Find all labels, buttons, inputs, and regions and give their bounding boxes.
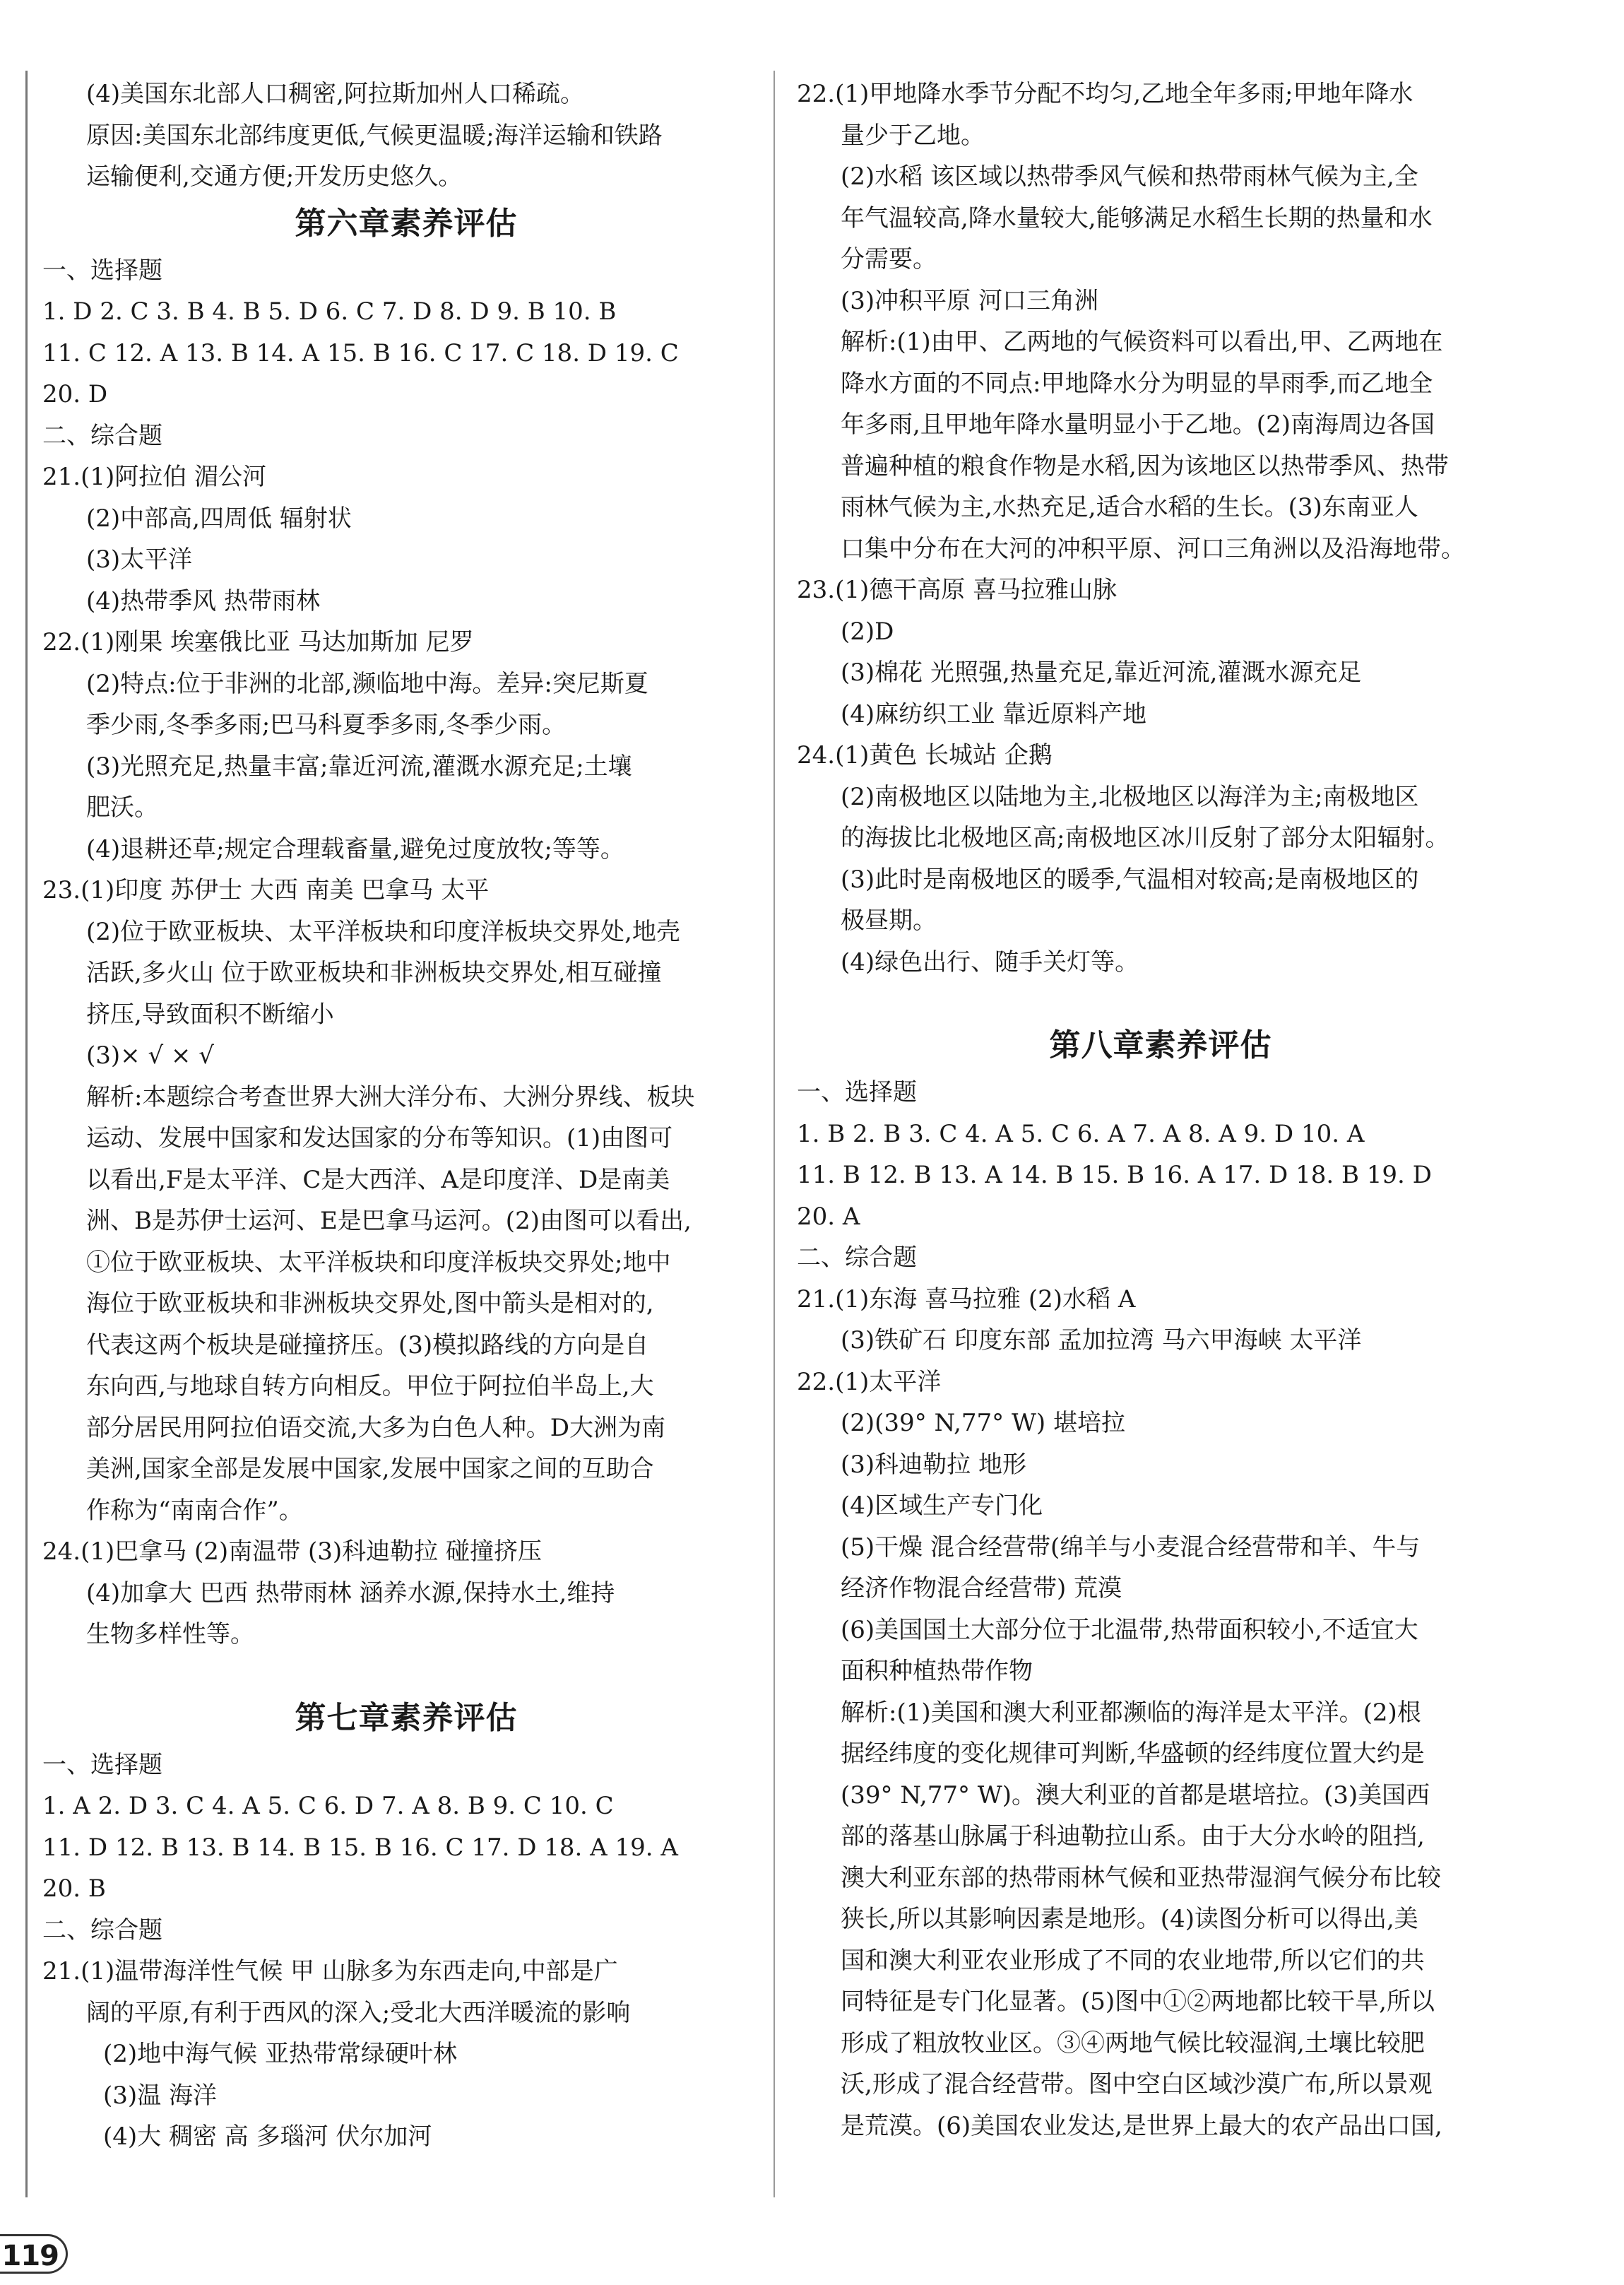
- text-line: (4)热带季风 热带雨林: [86, 586, 320, 615]
- answer-row: 11. D 12. B 13. B 14. B 15. B 16. C 17. D 18. A 19. A: [42, 1833, 678, 1862]
- question-24: 24.(1)黄色 长城站 企鹅: [797, 741, 1053, 769]
- text-line: (4)大 稠密 高 多瑙河 伏尔加河: [103, 2122, 432, 2151]
- section-label: 二、综合题: [42, 421, 162, 450]
- text-line: (2)水稻 该区域以热带季风气候和热带雨林气候为主,全: [841, 163, 1418, 191]
- answer-row: 20. A: [797, 1202, 860, 1231]
- text-line: 极昼期。: [841, 907, 937, 935]
- analysis-text: 解析:(1)由甲、乙两地的气候资料可以看出,甲、乙两地在: [841, 328, 1443, 356]
- text-line: (4)麻纺织工业 靠近原料产地: [841, 699, 1146, 728]
- text-line: 运输便利,交通方便;开发历史悠久。: [86, 163, 463, 191]
- text-line: (3)铁矿石 印度东部 孟加拉湾 马六甲海峡 太平洋: [841, 1326, 1362, 1354]
- text-line: 经济作物混合经营带) 荒漠: [841, 1574, 1122, 1602]
- text-line: (5)干燥 混合经营带(绵羊与小麦混合经营带和羊、牛与: [841, 1533, 1421, 1561]
- text-line: (2)位于欧亚板块、太平洋板块和印度洋板块交界处,地壳: [86, 917, 680, 946]
- question-22: 22.(1)刚果 埃塞俄比亚 马达加斯加 尼罗: [42, 628, 474, 656]
- question-23: 23.(1)印度 苏伊士 大西 南美 巴拿马 太平: [42, 876, 490, 904]
- analysis-text: 形成了粗放牧业区。③④两地气候比较湿润,土壤比较肥: [841, 2029, 1425, 2057]
- text-line: 生物多样性等。: [86, 1620, 254, 1648]
- analysis-text: 降水方面的不同点:甲地降水分为明显的旱雨季,而乙地全: [841, 369, 1433, 398]
- text-line: (3)科迪勒拉 地形: [841, 1450, 1026, 1479]
- analysis-text: 解析:(1)美国和澳大利亚都濒临的海洋是太平洋。(2)根: [841, 1698, 1421, 1727]
- question-21: 21.(1)温带海洋性气候 甲 山脉多为东西走向,中部是广: [42, 1957, 618, 1985]
- answer-row: 1. B 2. B 3. C 4. A 5. C 6. A 7. A 8. A 9. D 10. A: [797, 1119, 1365, 1148]
- text-line: 分需要。: [841, 245, 937, 273]
- answer-row: 20. D: [42, 380, 108, 408]
- text-line: 挤压,导致面积不断缩小: [86, 1000, 334, 1029]
- text-line: (3)此时是南极地区的暖季,气温相对较高;是南极地区的: [841, 865, 1419, 894]
- question-24: 24.(1)巴拿马 (2)南温带 (3)科迪勒拉 碰撞挤压: [42, 1537, 542, 1566]
- section-label: 二、综合题: [797, 1244, 917, 1272]
- section-label: 一、选择题: [42, 1750, 162, 1779]
- analysis-text: 澳大利亚东部的热带雨林气候和亚热带湿润气候分布比较: [841, 1863, 1441, 1892]
- question-23: 23.(1)德干高原 喜马拉雅山脉: [797, 576, 1118, 604]
- analysis-text: 年多雨,且甲地年降水量明显小于乙地。(2)南海周边各国: [841, 411, 1435, 439]
- analysis-text: ①位于欧亚板块、太平洋板块和印度洋板块交界处;地中: [86, 1248, 671, 1277]
- text-line: (3)温 海洋: [103, 2081, 217, 2110]
- text-line: (4)退耕还草;规定合理载畜量,避免过度放牧;等等。: [86, 834, 624, 863]
- analysis-text: 部分居民用阿拉伯语交流,大多为白色人种。D大洲为南: [86, 1413, 666, 1442]
- question-22: 22.(1)太平洋: [797, 1367, 942, 1396]
- analysis-text: 海位于欧亚板块和非洲板块交界处,图中箭头是相对的,: [86, 1289, 654, 1318]
- text-line: (4)区域生产专门化: [841, 1492, 1043, 1520]
- left-column: [42, 73, 770, 2158]
- analysis-text: 是荒漠。(6)美国农业发达,是世界上最大的农产品出口国,: [841, 2111, 1442, 2140]
- answer-row: 11. B 12. B 13. A 14. B 15. B 16. A 17. D 18. B 19. D: [797, 1161, 1432, 1189]
- text-line: (4)绿色出行、随手关灯等。: [841, 947, 1139, 976]
- analysis-text: 狭长,所以其影响因素是地形。(4)读图分析可以得出,美: [841, 1905, 1418, 1933]
- analysis-text: (39° N,77° W)。澳大利亚的首都是堪培拉。(3)美国西: [841, 1781, 1430, 1809]
- analysis-text: 口集中分布在大河的冲积平原、河口三角洲以及沿海地带。: [841, 534, 1465, 563]
- text-line: (2)D: [841, 617, 894, 646]
- page-edge-line: [25, 71, 28, 2197]
- answer-row: 1. D 2. C 3. B 4. B 5. D 6. C 7. D 8. D 9. B 10. B: [42, 297, 617, 326]
- text-line: (2)特点:位于非洲的北部,濒临地中海。差异:突尼斯夏: [86, 669, 648, 698]
- column-divider: [774, 71, 775, 2197]
- question-22: 22.(1)甲地降水季节分配不均匀,乙地全年多雨;甲地年降水: [797, 80, 1413, 108]
- question-21: 21.(1)东海 喜马拉雅 (2)水稻 A: [797, 1285, 1136, 1313]
- text-line: 季少雨,冬季多雨;巴马科夏季多雨,冬季少雨。: [86, 711, 567, 739]
- text-line: 原因:美国东北部纬度更低,气候更温暖;海洋运输和铁路: [86, 121, 663, 150]
- analysis-text: 沃,形成了混合经营带。图中空白区域沙漠广布,所以景观: [841, 2070, 1433, 2098]
- analysis-text: 同特征是专门化显著。(5)图中①②两地都比较干旱,所以: [841, 1988, 1435, 2016]
- text-line: 面积种植热带作物: [841, 1657, 1033, 1685]
- text-line: (3)冲积平原 河口三角洲: [841, 286, 1098, 315]
- analysis-text: 部的落基山脉属于科迪勒拉山系。由于大分水岭的阻挡,: [841, 1822, 1425, 1850]
- text-line: 的海拔比北极地区高;南极地区冰川反射了部分太阳辐射。: [841, 824, 1450, 852]
- answer-row: 1. A 2. D 3. C 4. A 5. C 6. D 7. A 8. B 9. C 10. C: [42, 1792, 614, 1820]
- analysis-text: 作称为“南南合作”。: [86, 1496, 303, 1525]
- analysis-text: 解析:本题综合考查世界大洲大洋分布、大洲分界线、板块: [86, 1082, 695, 1111]
- analysis-text: 代表这两个板块是碰撞挤压。(3)模拟路线的方向是自: [86, 1330, 649, 1359]
- analysis-text: 据经纬度的变化规律可判断,华盛顿的经纬度位置大约是: [841, 1740, 1425, 1768]
- text-line: (3)光照充足,热量丰富;靠近河流,灌溉水源充足;土壤: [86, 752, 632, 781]
- section-label: 一、选择题: [797, 1078, 917, 1106]
- text-line: 年气温较高,降水量较大,能够满足水稻生长期的热量和水: [841, 203, 1433, 232]
- answer-row: 11. C 12. A 13. B 14. A 15. B 16. C 17. C 18. D 19. C: [42, 338, 679, 367]
- analysis-text: 雨林气候为主,水热充足,适合水稻的生长。(3)东南亚人: [841, 493, 1418, 521]
- text-line: (2)南极地区以陆地为主,北极地区以海洋为主;南极地区: [841, 782, 1419, 811]
- question-21: 21.(1)阿拉伯 湄公河: [42, 463, 267, 491]
- analysis-text: 普遍种植的粮食作物是水稻,因为该地区以热带季风、热带: [841, 451, 1449, 480]
- analysis-text: 国和澳大利亚农业形成了不同的农业地带,所以它们的共: [841, 1946, 1425, 1975]
- section-label: 一、选择题: [42, 256, 162, 285]
- text-line: (6)美国国土大部分位于北温带,热带面积较小,不适宜大: [841, 1615, 1418, 1644]
- analysis-text: 美洲,国家全部是发展中国家,发展中国家之间的互助合: [86, 1455, 654, 1483]
- chapter-7-heading: 第七章素养评估: [295, 1699, 518, 1736]
- text-line: 肥沃。: [86, 793, 158, 822]
- text-line: 量少于乙地。: [841, 121, 985, 150]
- section-label: 二、综合题: [42, 1915, 162, 1944]
- page-number: 119: [0, 2234, 68, 2274]
- text-line: (2)地中海气候 亚热带常绿硬叶林: [103, 2040, 457, 2068]
- text-line: (3)太平洋: [86, 545, 193, 574]
- text-line: (2)中部高,四周低 辐射状: [86, 504, 352, 533]
- analysis-text: 运动、发展中国家和发达国家的分布等知识。(1)由图可: [86, 1124, 673, 1152]
- text-line: 阔的平原,有利于西风的深入;受北大西洋暖流的影响: [86, 1998, 631, 2027]
- text-line: (4)加拿大 巴西 热带雨林 涵养水源,保持水土,维持: [86, 1578, 615, 1607]
- text-line: (4)美国东北部人口稠密,阿拉斯加州人口稀疏。: [86, 80, 584, 108]
- answer-row: 20. B: [42, 1874, 106, 1903]
- text-line: (3)棉花 光照强,热量充足,靠近河流,灌溉水源充足: [841, 659, 1362, 687]
- text-line: (2)(39° N,77° W) 堪培拉: [841, 1409, 1125, 1437]
- right-column: [797, 73, 1524, 2147]
- chapter-6-heading: 第六章素养评估: [295, 205, 518, 242]
- analysis-text: 东向西,与地球自转方向相反。甲位于阿拉伯半岛上,大: [86, 1372, 654, 1400]
- chapter-8-heading: 第八章素养评估: [1049, 1027, 1272, 1063]
- analysis-text: 洲、B是苏伊士运河、E是巴拿马运河。(2)由图可以看出,: [86, 1207, 692, 1235]
- text-line: 活跃,多火山 位于欧亚板块和非洲板块交界处,相互碰撞: [86, 959, 662, 987]
- analysis-text: 以看出,F是太平洋、C是大西洋、A是印度洋、D是南美: [86, 1165, 670, 1194]
- text-line: (3)× √ × √: [86, 1041, 214, 1070]
